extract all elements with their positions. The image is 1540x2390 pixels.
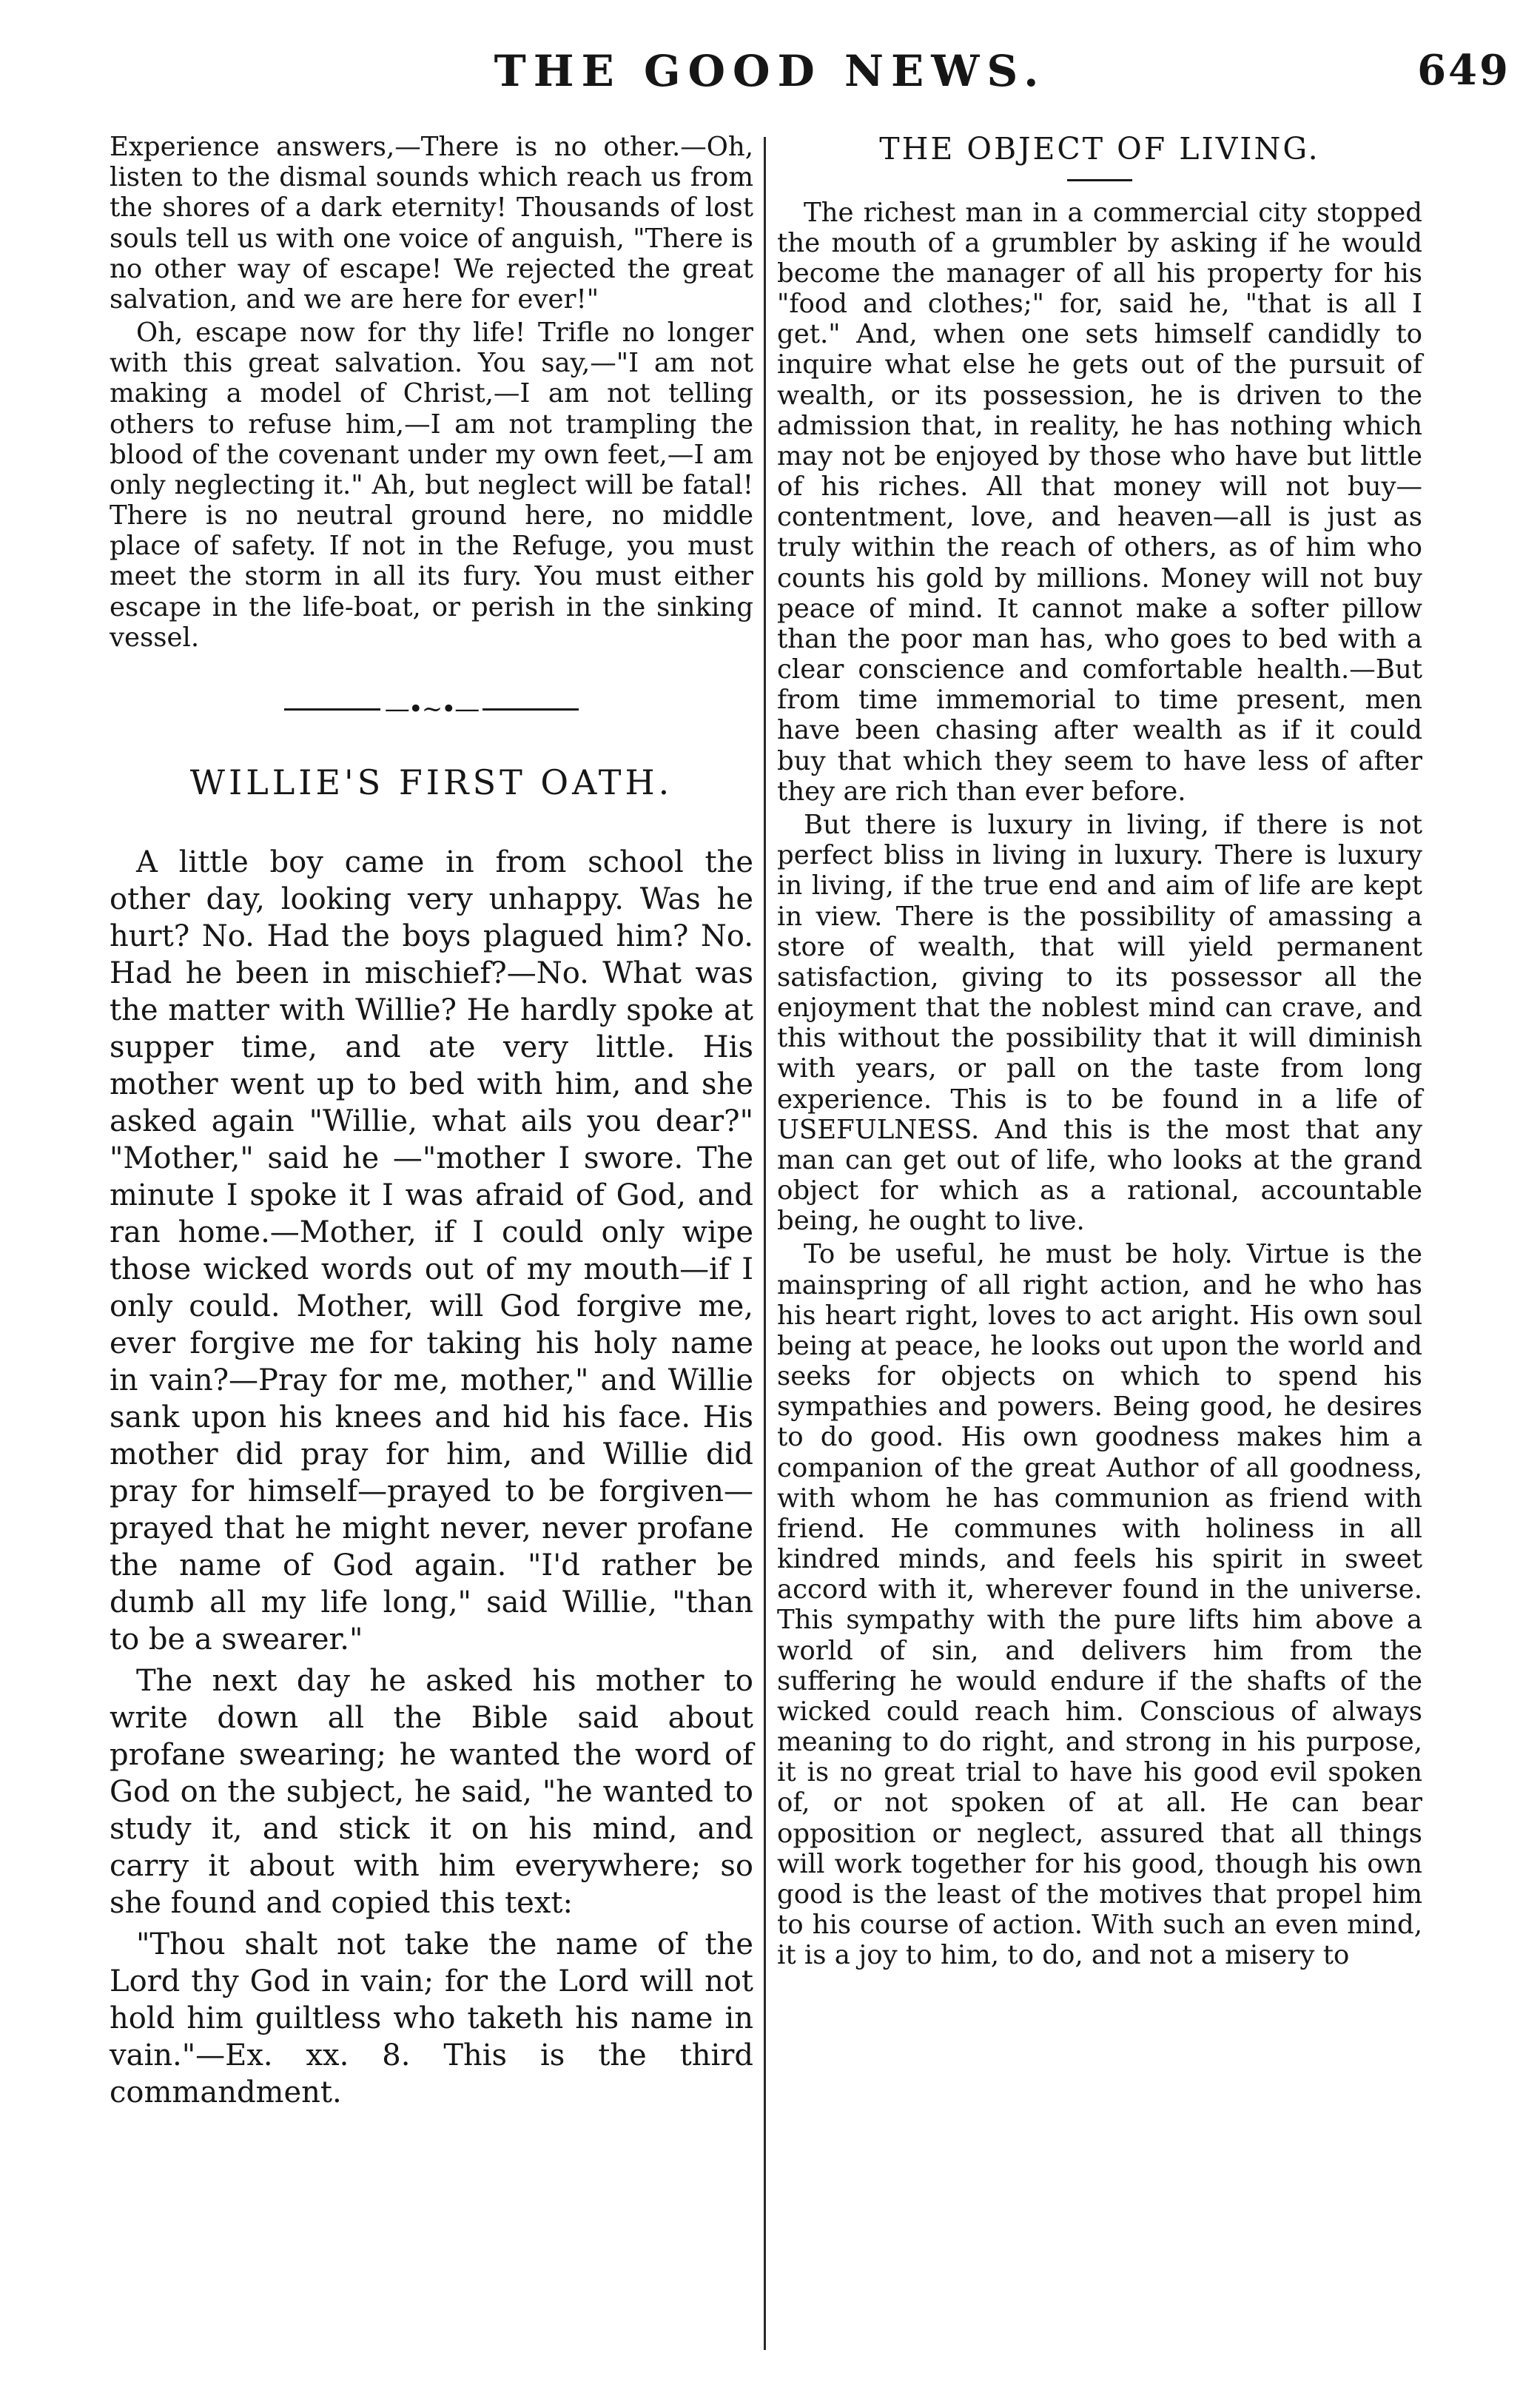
section-ornament xyxy=(110,694,753,725)
right-column xyxy=(777,132,1422,1974)
willie-article-body xyxy=(110,844,753,2111)
escape-article-continuation xyxy=(110,132,753,315)
paragraph: The richest man in a commercial city stopped the mouth of a grumbler by asking if he would become the manager of all his property for his "food and clothes;" for, said he, "that is all I get." And, when one sets himself candidly to inquire what else he gets out of the pursuit of wealth, or its possession, he is driven to the admission that, in reality, he has nothing which may not be enjoyed by those who have but little of his riches. All that money will not buy—contentment, love, and heaven—all is just as truly within the reach of others, as of him who counts his gold by millions. Money will not buy peace of mind. It cannot make a softer pillow than the poor man has, who goes to bed with a clear conscience and comfortable health.—But from time immemorial to time present, men have been chasing after wealth as if it could buy that which they seem to have less of after they are rich than ever before. xyxy=(777,197,1422,807)
ornament-knot: —•~•— xyxy=(384,694,479,725)
column-divider xyxy=(764,137,766,2350)
running-title: THE GOOD NEWS. xyxy=(494,46,1046,96)
paragraph: A little boy came in from school the other day, looking very unhappy. Was he hurt? No. Had the boys plagued him? No. Had he been in mischief?—No. What was the matter with Willie? He hardly spoke at supper time, and ate very little. His mother went up to bed with him, and she asked again "Willie, what ails you dear?" "Mother," said he —"mother I swore. The minute I spoke it I was afraid of God, and ran home.—Mother, if I could only wipe those wicked words out of my mouth—if I only could. Mother, will God forgive me, ever forgive me for taking his holy name in vain?—Pray for me, mother," and Willie sank upon his knees and hid his face. His mother did pray for him, and Willie did pray for himself—prayed to be forgiven—prayed that he might never, never profane the name of God again. "I'd rather be dumb all my life long," said Willie, "than to be a swearer." xyxy=(110,845,753,1656)
page-number: 649 xyxy=(1417,46,1510,95)
ornament-rule xyxy=(284,708,380,711)
paragraph: But there is luxury in living, if there is not perfect bliss in living in luxury. There is luxury in living, if the true end and aim of life are kept in view. There is the possibility of amassing a store of wealth, that will yield permanent satisfaction, giving to its possessor all the enjoyment that the noblest mind can crave, and this without the possibility that it will diminish with years, or pall on the taste from long experience. This is to be found in a life of USEFULNESS. And this is the most that any man can get out of life, who looks at the grand object for which as a rational, accountable being, he ought to live. xyxy=(777,809,1422,1237)
ornament-rule xyxy=(482,708,579,711)
paragraph: The next day he asked his mother to write down all the Bible said about profane swearing; he wanted the word of God on the subject, he said, "he wanted to study it, and stick it on his mind, and carry it about with him everywhere; so she found and copied this text: xyxy=(110,1664,753,1920)
left-column xyxy=(110,132,753,2115)
paragraph: To be useful, he must be holy. Virtue is the mainspring of all right action, and he who has his heart right, loves to act aright. His own soul being at peace, he looks out upon the world and seeks for objects on which to spend his sympathies and powers. Being good, he desires to do good. His own goodness makes him a companion of the great Author of all goodness, with whom he has communion as friend with friend. He communes with holiness in all kindred minds, and feels his spirit in sweet accord with it, wherever found in the universe. This sympathy with the pure lifts him above a world of sin, and delivers him from the suffering he would endure if the shafts of the wicked could reach him. Conscious of always meaning to do right, and strong in his purpose, it is no great trial to have his good evil spoken of, or not spoken of at all. He can bear opposition or neglect, assured that all things will work together for his good, though his own good is the least of the motives that propel him to his course of action. With such an even mind, it is a joy to him, to do, and not a misery to xyxy=(777,1239,1422,1971)
article-title-object-of-living: THE OBJECT OF LIVING. xyxy=(879,131,1320,167)
article-title-willies-first-oath: WILLIE'S FIRST OATH. xyxy=(189,762,673,802)
title-rule xyxy=(1067,179,1132,181)
page-header xyxy=(0,30,1540,111)
paragraph: Oh, escape now for thy life! Trifle no longer with this great salvation. You say,—"I am not making a model of Christ,—I am not telling others to refuse him,—I am not trampling the blood of the covenant under my own feet,—I am only neglecting it." Ah, but neglect will be fatal! There is no neutral ground here, no middle place of safety. If not in the Refuge, you must meet the storm in all its fury. You must either escape in the life-boat, or perish in the sinking vessel. xyxy=(110,318,753,653)
paragraph: Experience answers,—There is no other.—Oh, listen to the dismal sounds which reach us from the shores of a dark eternity! Thousands of lost souls tell us with one voice of anguish, "There is no other way of escape! We rejected the great salvation, and we are here for ever!" xyxy=(110,132,753,315)
scripture-quote: "Thou shalt not take the name of the Lord thy God in vain; for the Lord will not hold him guiltless who taketh his name in vain."—Ex. xx. 8. This is the third commandment. xyxy=(110,1927,753,2109)
